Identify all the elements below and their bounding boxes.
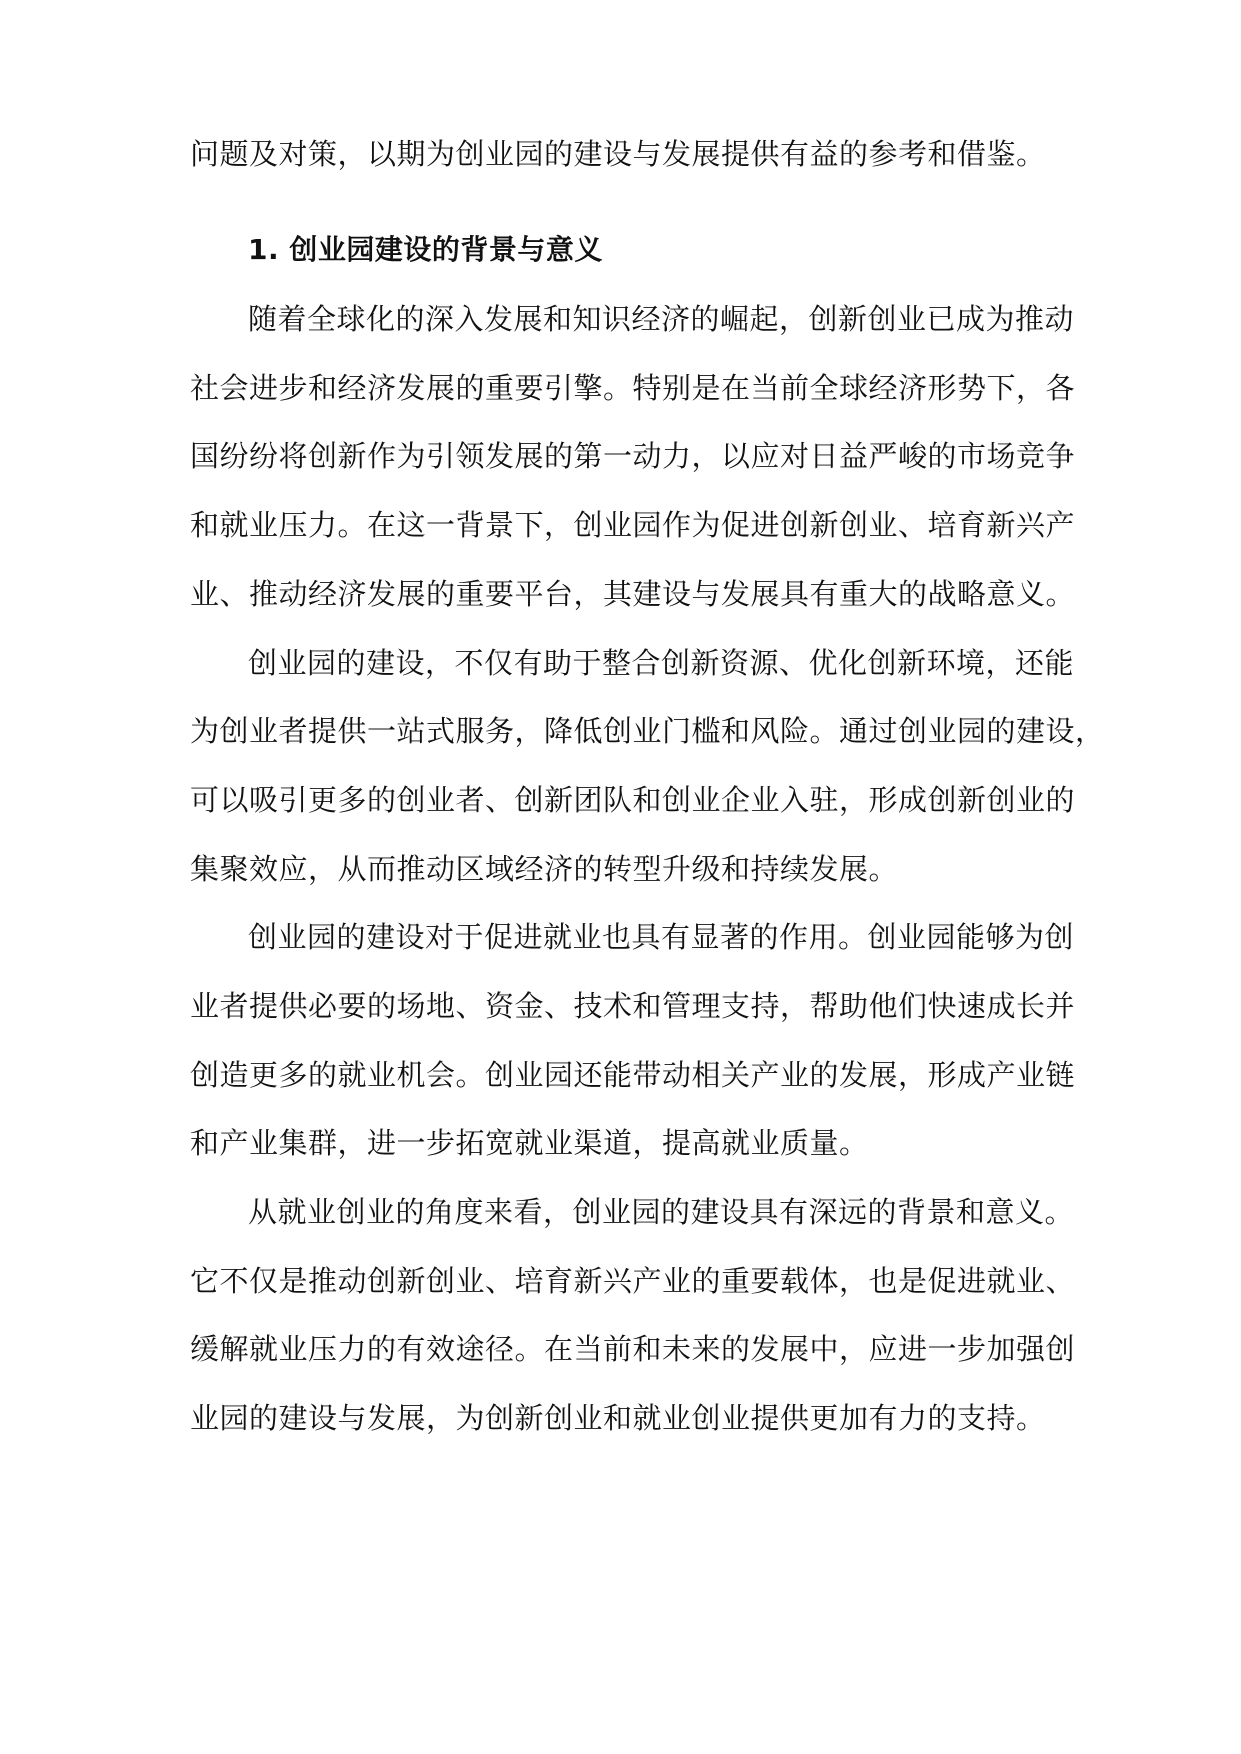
paragraph-line: 业者提供必要的场地、资金、技术和管理支持，帮助他们快速成长并: [190, 989, 1076, 1023]
paragraph-line: 社会进步和经济发展的重要引擎。特别是在当前全球经济形势下，各: [190, 371, 1076, 405]
section-heading: 1. 创业园建设的背景与意义: [248, 233, 603, 266]
paragraph-line: 和产业集群，进一步拓宽就业渠道，提高就业质量。: [190, 1126, 869, 1160]
paragraph-line: 集聚效应，从而推动区域经济的转型升级和持续发展。: [190, 852, 899, 886]
paragraph-line: 创业园的建设对于促进就业也具有显著的作用。创业园能够为创: [248, 920, 1075, 954]
paragraph-line: 随着全球化的深入发展和知识经济的崛起，创新创业已成为推动: [248, 302, 1075, 336]
paragraph-line: 创造更多的就业机会。创业园还能带动相关产业的发展，形成产业链: [190, 1058, 1076, 1092]
paragraph-line: 缓解就业压力的有效途径。在当前和未来的发展中，应进一步加强创: [190, 1332, 1076, 1366]
paragraph-line: 国纷纷将创新作为引领发展的第一动力，以应对日益严峻的市场竞争: [190, 439, 1076, 473]
paragraph-line: 可以吸引更多的创业者、创新团队和创业企业入驻，形成创新创业的: [190, 783, 1076, 817]
paragraph-line: 和就业压力。在这一背景下，创业园作为促进创新创业、培育新兴产: [190, 508, 1076, 542]
paragraph-line: 业、推动经济发展的重要平台，其建设与发展具有重大的战略意义。: [190, 577, 1076, 611]
intro-tail-line: 问题及对策，以期为创业园的建设与发展提供有益的参考和借鉴。: [190, 137, 1046, 171]
paragraph-line: 从就业创业的角度来看，创业园的建设具有深远的背景和意义。: [248, 1195, 1075, 1229]
paragraph-line: 业园的建设与发展，为创新创业和就业创业提供更加有力的支持。: [190, 1401, 1046, 1435]
paragraph-line: 创业园的建设，不仅有助于整合创新资源、优化创新环境，还能: [248, 646, 1075, 680]
paragraph-line: 为创业者提供一站式服务，降低创业门槛和风险。通过创业园的建设，: [190, 714, 1105, 748]
paragraph-line: 它不仅是推动创新创业、培育新兴产业的重要载体，也是促进就业、: [190, 1264, 1076, 1298]
